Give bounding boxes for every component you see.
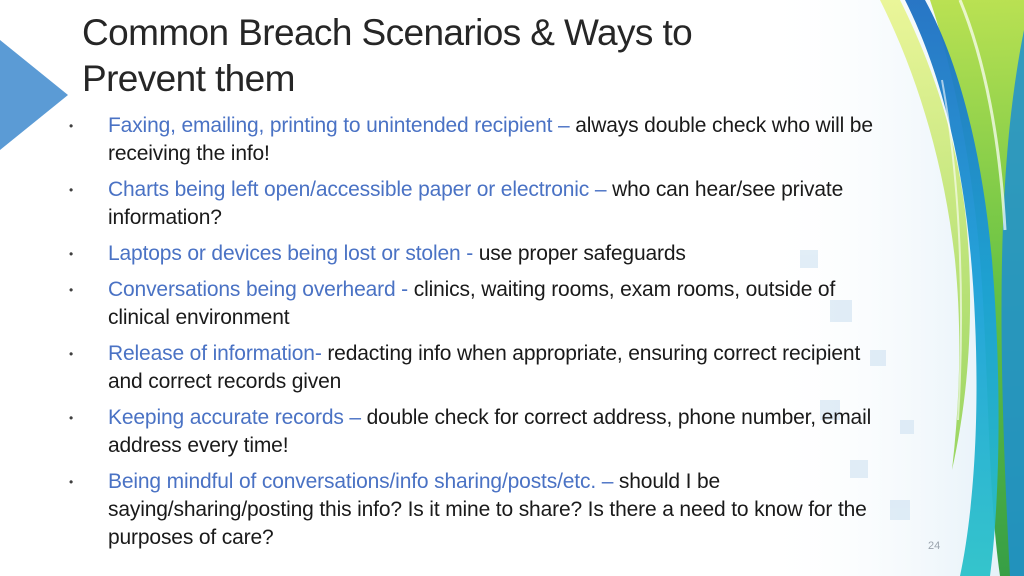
bullet-lead: Charts being left open/accessible paper or electronic – [108,178,613,201]
bullet-marker-icon: • [69,283,74,297]
bullet-text: use proper safeguards [478,242,686,265]
list-item [60,276,890,332]
bullet-marker-icon: • [69,247,74,261]
bullet-marker-icon: • [69,119,74,133]
bullet-marker-icon: • [69,347,74,361]
list-item [60,176,890,232]
title-line-1: Common Breach Scenarios & Ways to [82,12,693,53]
bullet-marker-icon: • [69,183,74,197]
bullet-lead: Faxing, emailing, printing to unintended recipient – [108,114,576,137]
bullet-lead: Release of information- [108,342,328,365]
list-item [60,240,890,268]
bullet-text: clinics, waiting rooms, exam rooms, outside of clinical environment [108,278,836,329]
bullet-lead: Being mindful of conversations/info sharing/posts/etc. – [108,470,619,493]
bullet-text: double check for correct address, phone number, email address every time! [108,406,872,457]
bullet-list [60,112,890,560]
page-number: 24 [928,540,941,552]
list-item [60,112,890,168]
bullet-lead: Laptops or devices being lost or stolen - [108,242,479,265]
list-item [60,468,890,552]
bullet-text: redacting info when appropriate, ensuring correct recipient and correct records given [108,342,861,393]
title-line-2: Prevent them [82,58,295,99]
bullet-text: should I be saying/sharing/posting this info? Is it mine to share? Is there a need to know for the purposes of care? [108,470,867,549]
bullet-text: who can hear/see private information? [108,178,844,229]
bullet-text: always double check who will be receiving the info! [108,114,873,165]
list-item [60,404,890,460]
slide-title [82,10,802,102]
bullet-lead: Keeping accurate records – [108,406,367,429]
list-item [60,340,890,396]
bullet-marker-icon: • [69,475,74,489]
bullet-lead: Conversations being overheard - [108,278,414,301]
bullet-marker-icon: • [69,411,74,425]
